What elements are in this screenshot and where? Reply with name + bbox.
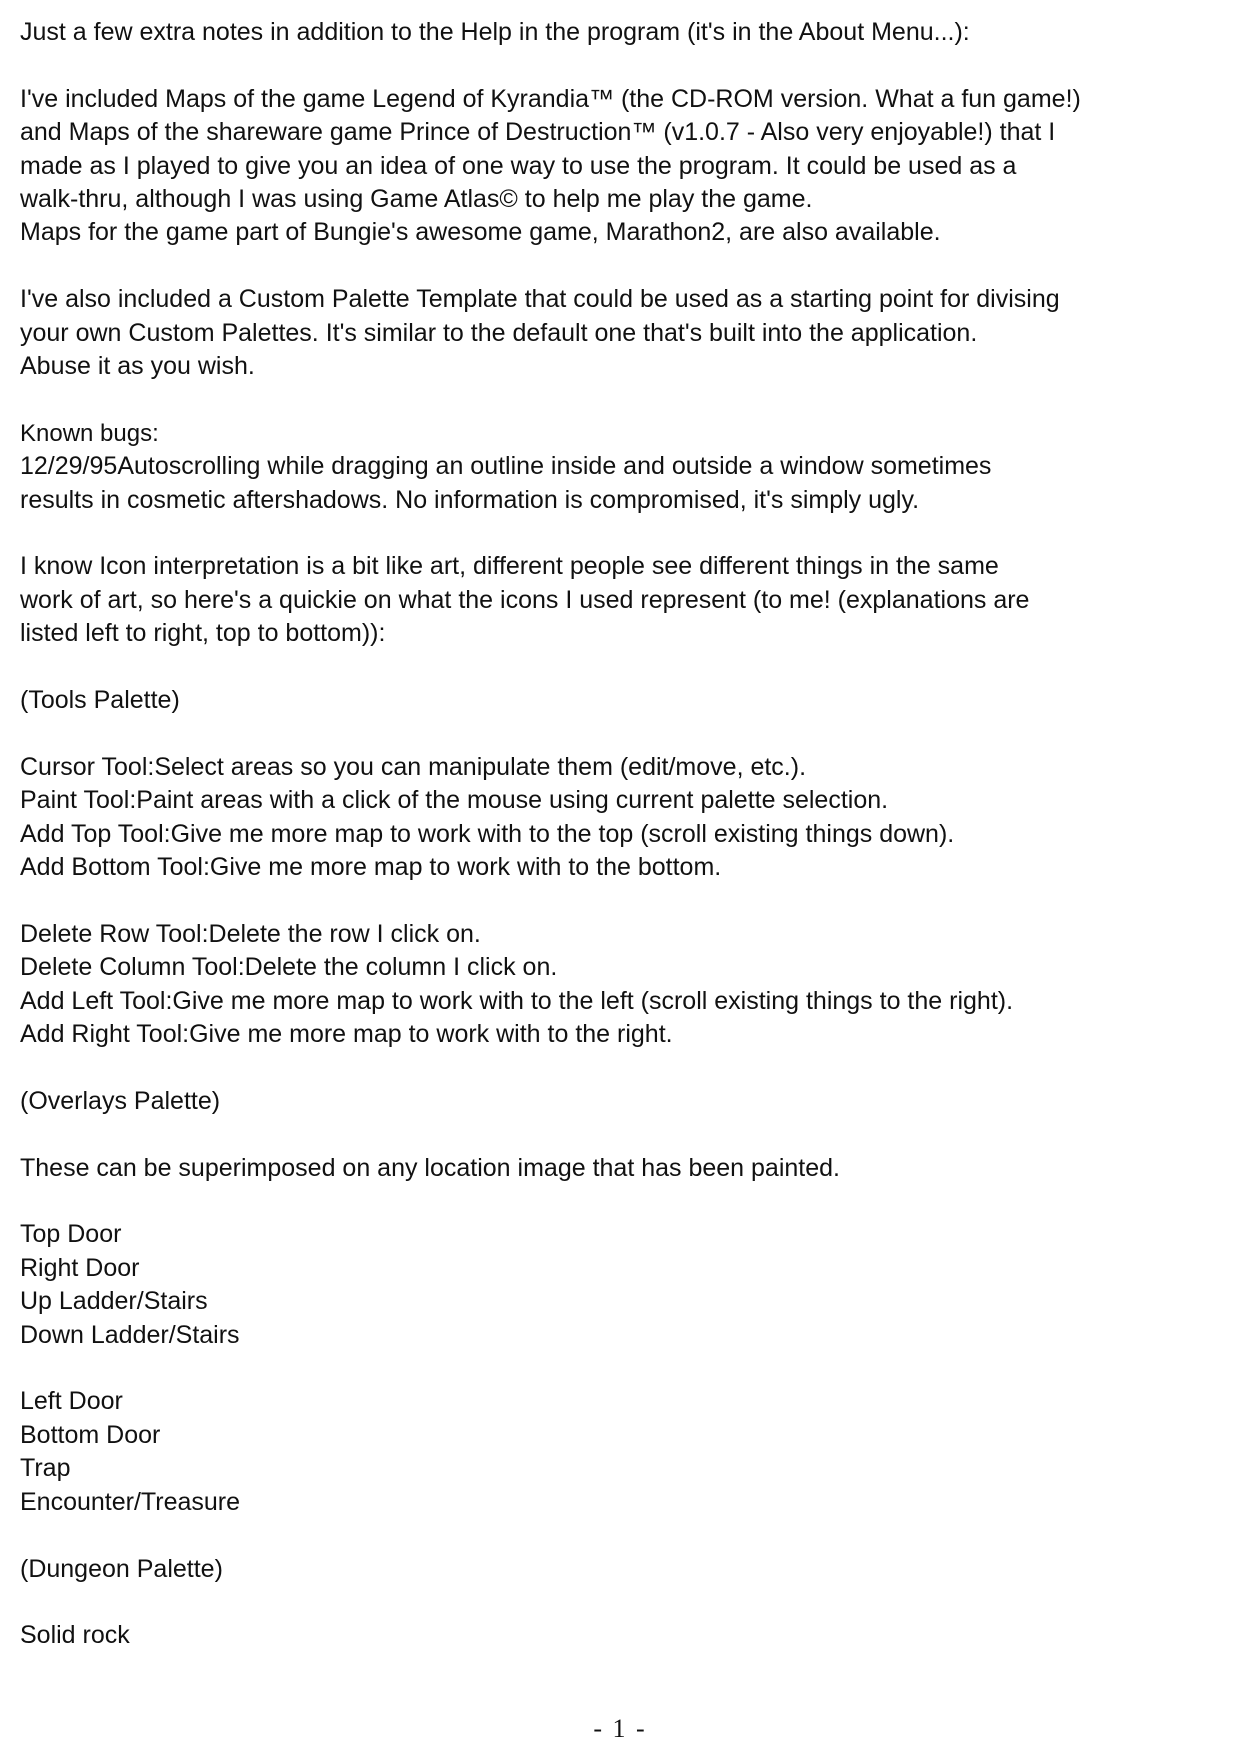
- intro-paragraph: [20, 16, 1225, 49]
- overlays-description-block: [20, 1152, 1225, 1185]
- page-number: - 1 -: [593, 1714, 647, 1743]
- maps-line: Maps for the game part of Bungie's awesome game, Marathon2, are also available.: [20, 218, 941, 247]
- overlays-palette-heading-block: [20, 1085, 1225, 1118]
- template-paragraph: [20, 283, 1225, 383]
- overlays-group-1: [20, 1218, 1225, 1352]
- overlays-group-2: [20, 1385, 1225, 1519]
- tool-description: Paint Tool:Paint areas with a click of the mouse using current palette selection.: [20, 786, 889, 815]
- known-bug-line: results in cosmetic aftershadows. No information is compromised, it's simply ugly.: [20, 485, 920, 514]
- document-body: [20, 16, 1225, 1686]
- tools-palette-heading: (Tools Palette): [20, 686, 180, 715]
- template-line: your own Custom Palettes. It's similar to the default one that's built into the application.: [20, 318, 978, 347]
- tool-description: Add Right Tool:Give me more map to work with to the right.: [20, 1020, 673, 1049]
- dungeon-item: Solid rock: [20, 1621, 130, 1650]
- icon-line: I know Icon interpretation is a bit like art, different people see different things in the same: [20, 552, 999, 581]
- dungeon-palette-heading-block: [20, 1553, 1225, 1586]
- tools-group-2: [20, 918, 1225, 1052]
- known-bugs-heading: Known bugs:: [20, 419, 159, 447]
- overlay-item: Right Door: [20, 1253, 140, 1282]
- known-bugs-section: [20, 417, 1225, 517]
- dungeon-palette-heading: (Dungeon Palette): [20, 1554, 223, 1583]
- icon-line: listed left to right, top to bottom)):: [20, 619, 386, 648]
- known-bug-line: 12/29/95Autoscrolling while dragging an outline inside and outside a window sometimes: [20, 452, 992, 481]
- maps-paragraph: [20, 83, 1225, 250]
- dungeon-items: [20, 1619, 1225, 1652]
- tools-group-1: [20, 751, 1225, 885]
- maps-line: walk-thru, although I was using Game Atlas© to help me play the game.: [20, 185, 813, 214]
- overlay-item: Down Ladder/Stairs: [20, 1320, 240, 1349]
- template-line: Abuse it as you wish.: [20, 352, 255, 381]
- intro-line: Just a few extra notes in addition to the Help in the program (it's in the About Menu...):: [20, 18, 970, 46]
- icon-paragraph: [20, 550, 1225, 650]
- maps-line: made as I played to give you an idea of one way to use the program. It could be used as a: [20, 151, 1017, 180]
- overlay-item: Bottom Door: [20, 1420, 161, 1449]
- overlays-palette-heading: (Overlays Palette): [20, 1086, 221, 1115]
- tool-description: Add Bottom Tool:Give me more map to work with to the bottom.: [20, 853, 722, 882]
- template-line: I've also included a Custom Palette Template that could be used as a starting point for divising: [20, 285, 1060, 314]
- overlay-item: Trap: [20, 1454, 71, 1483]
- maps-line: I've included Maps of the game Legend of Kyrandia™ (the CD-ROM version. What a fun game!): [20, 84, 1081, 113]
- tool-description: Delete Column Tool:Delete the column I click on.: [20, 953, 558, 982]
- icon-line: work of art, so here's a quickie on what the icons I used represent (to me! (explanations are: [20, 585, 1030, 614]
- overlays-description: These can be superimposed on any location image that has been painted.: [20, 1153, 840, 1182]
- tool-description: Add Left Tool:Give me more map to work with to the left (scroll existing things to the right).: [20, 986, 1014, 1015]
- tool-description: Cursor Tool:Select areas so you can manipulate them (edit/move, etc.).: [20, 752, 807, 781]
- overlay-item: Encounter/Treasure: [20, 1487, 241, 1516]
- maps-line: and Maps of the shareware game Prince of Destruction™ (v1.0.7 - Also very enjoyable!) that I: [20, 118, 1056, 147]
- tool-description: Add Top Tool:Give me more map to work with to the top (scroll existing things down).: [20, 819, 955, 848]
- tool-description: Delete Row Tool:Delete the row I click on.: [20, 919, 481, 948]
- overlay-item: Left Door: [20, 1387, 123, 1416]
- overlay-item: Up Ladder/Stairs: [20, 1287, 208, 1316]
- tools-palette-heading-block: [20, 684, 1225, 717]
- overlay-item: Top Door: [20, 1220, 122, 1249]
